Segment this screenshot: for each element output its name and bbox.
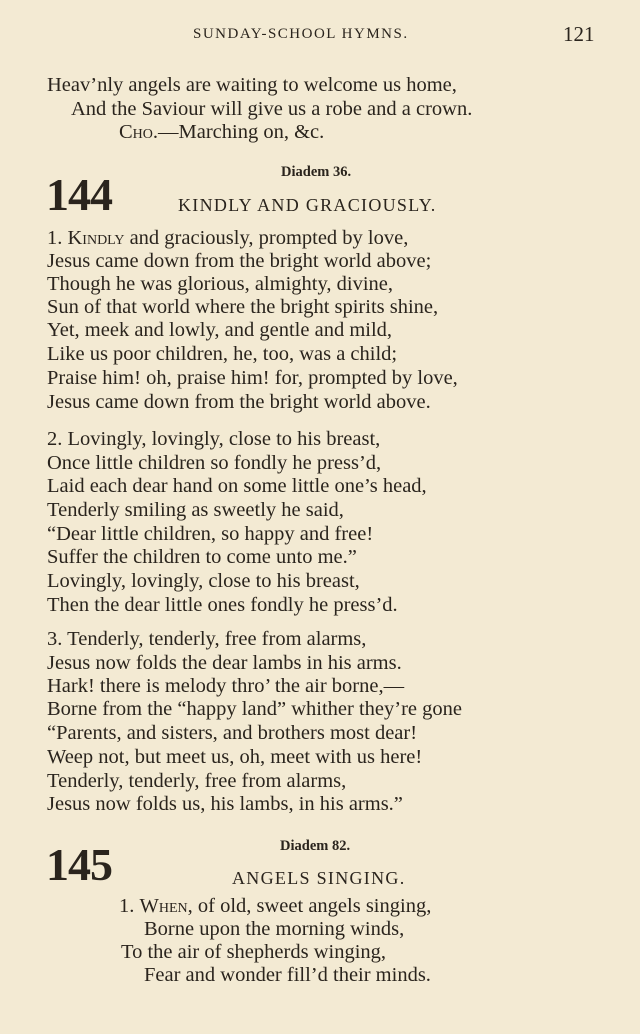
verse-line — [47, 226, 408, 250]
verse-line: Then the dear little ones fondly he press’d. — [47, 594, 398, 616]
verse-line: Fear and wonder fill’d their minds. — [144, 964, 431, 986]
verse-line: “Dear little children, so happy and free! — [47, 523, 374, 545]
tune-reference: Diadem 82. — [280, 838, 351, 854]
verse-line: Borne from the “happy land” whither they’re gone — [47, 698, 462, 720]
running-title: SUNDAY-SCHOOL HYMNS. — [193, 26, 409, 42]
verse-line: Jesus came down from the bright world above; — [47, 250, 432, 272]
verse-line: Jesus now folds us, his lambs, in his arms.” — [47, 793, 403, 815]
page-number: 121 — [563, 22, 595, 46]
chorus-text: —Marching on, &c. — [158, 121, 325, 143]
verse-line: Though he was glorious, almighty, divine, — [47, 273, 393, 295]
stanza-number: 1. — [47, 227, 63, 249]
verse-line: Once little children so fondly he press’d, — [47, 452, 382, 474]
hymn-title: ANGELS SINGING. — [232, 868, 406, 888]
verse-line: Suffer the children to come unto me.” — [47, 546, 357, 568]
tune-reference: Diadem 36. — [281, 164, 352, 180]
verse-line — [119, 894, 431, 918]
hymn-number: 144 — [46, 169, 112, 220]
verse-line: Borne upon the morning winds, — [144, 918, 405, 940]
verse-line: Tenderly, tenderly, free from alarms, — [47, 770, 347, 792]
verse-line: And the Saviour will give us a robe and a crown. — [71, 98, 473, 120]
first-word: When — [139, 895, 188, 917]
verse-line: Jesus now folds the dear lambs in his arms. — [47, 652, 402, 674]
verse-line: Praise him! oh, praise him! for, prompted by love, — [47, 367, 458, 389]
verse-line: To the air of shepherds winging, — [121, 941, 387, 963]
verse-line: Weep not, but meet us, oh, meet with us here! — [47, 746, 423, 768]
first-line-rest: and graciously, prompted by love, — [124, 227, 409, 249]
verse-line: Sun of that world where the bright spirits shine, — [47, 296, 439, 318]
hymn-number: 145 — [46, 839, 112, 890]
verse-line: 3. Tenderly, tenderly, free from alarms, — [47, 628, 367, 650]
verse-line: Yet, meek and lowly, and gentle and mild, — [47, 319, 393, 341]
first-line-rest: , of old, sweet angels singing, — [187, 895, 432, 917]
verse-line: “Parents, and sisters, and brothers most dear! — [47, 722, 418, 744]
verse-line: 2. Lovingly, lovingly, close to his breast, — [47, 428, 381, 450]
chorus-label: Cho. — [119, 121, 159, 143]
chorus-line — [119, 120, 324, 144]
verse-line: Jesus came down from the bright world above. — [47, 391, 431, 413]
verse-line: Tenderly smiling as sweetly he said, — [47, 499, 344, 521]
stanza-number: 1. — [119, 895, 135, 917]
hymn-title: KINDLY AND GRACIOUSLY. — [178, 195, 437, 215]
verse-line: Lovingly, lovingly, close to his breast, — [47, 570, 360, 592]
verse-line: Heav’nly angels are waiting to welcome us home, — [47, 74, 457, 96]
first-word: Kindly — [67, 227, 125, 249]
verse-line: Like us poor children, he, too, was a child; — [47, 343, 398, 365]
verse-line: Hark! there is melody thro’ the air borne,— — [47, 675, 405, 697]
verse-line: Laid each dear hand on some little one’s head, — [47, 475, 427, 497]
